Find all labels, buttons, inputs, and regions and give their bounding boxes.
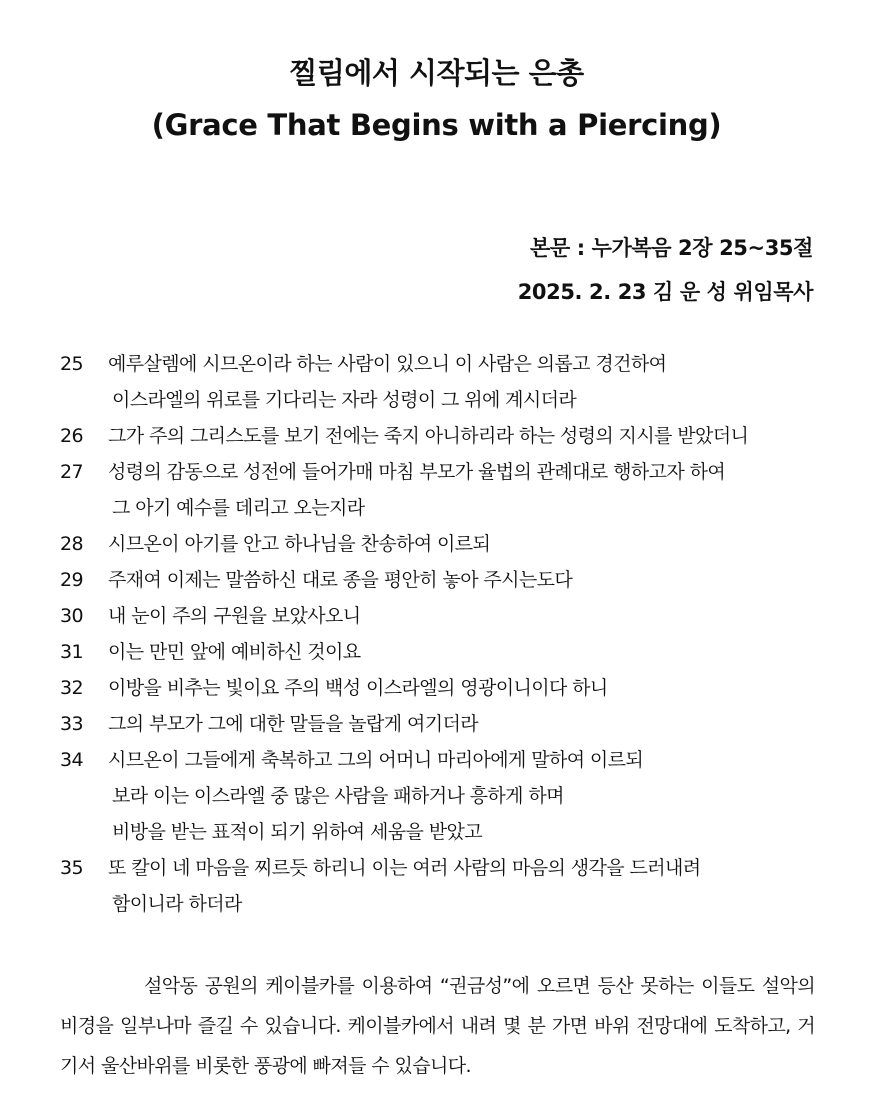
verse-item	[60, 562, 820, 598]
verse-text-line: 이스라엘의 위로를 기다리는 자라 성령이 그 위에 계시더라	[112, 389, 577, 411]
verse-number: 28	[60, 533, 83, 555]
verse-text-line: 성령의 감동으로 성전에 들어가매 마침 부모가 율법의 관례대로 행하고자 하여	[108, 461, 726, 483]
verse-number: 25	[60, 353, 83, 375]
verse-number: 26	[60, 425, 83, 447]
verse-text-line: 그의 부모가 그에 대한 말들을 놀랍게 여기더라	[108, 713, 478, 735]
scripture-passage	[60, 346, 820, 922]
verse-text-line: 비방을 받는 표적이 되기 위하여 세움을 받았고	[112, 821, 482, 843]
verse-number: 35	[60, 857, 83, 879]
verse-text-line: 그가 주의 그리스도를 보기 전에는 죽지 아니하리라 하는 성령의 지시를 받았더니	[108, 425, 749, 447]
title-block	[0, 50, 873, 148]
verse-number: 32	[60, 677, 83, 699]
verse-item	[60, 742, 820, 850]
verse-text-line: 예루살렘에 시므온이라 하는 사람이 있으니 이 사람은 의롭고 경건하여	[108, 353, 667, 375]
verse-text-line: 이는 만민 앞에 예비하신 것이요	[108, 641, 361, 663]
verse-item	[60, 526, 820, 562]
verse-item	[60, 706, 820, 742]
verse-item	[60, 598, 820, 634]
verse-text-line: 또 칼이 네 마음을 찌르듯 하리니 이는 여러 사람의 마음의 생각을 드러내려	[108, 857, 701, 879]
sermon-paragraph: 설악동 공원의 케이블카를 이용하여 “권금성”에 오르면 등산 못하는 이들도 설악의 비경을 일부나마 즐길 수 있습니다. 케이블카에서 내려 몇 분 가면 바위 전망대에 도착하고, 거기서 울산바위를 비롯한 풍광에 빠져들 수 있습니다.	[60, 975, 815, 1077]
verse-number: 33	[60, 713, 83, 735]
verse-number: 27	[60, 461, 83, 483]
verse-text-line: 시므온이 그들에게 축복하고 그의 어머니 마리아에게 말하여 이르되	[108, 749, 644, 771]
verse-text-line: 주재여 이제는 말씀하신 대로 종을 평안히 놓아 주시는도다	[108, 569, 573, 591]
sermon-meta	[518, 226, 813, 314]
verse-number: 30	[60, 605, 83, 627]
verse-text-line: 보라 이는 이스라엘 중 많은 사람을 패하거나 흥하게 하며	[112, 785, 564, 807]
sermon-title-korean: 찔림에서 시작되는 은총	[289, 56, 584, 90]
verse-text-line: 함이니라 하더라	[112, 893, 242, 915]
verse-number: 29	[60, 569, 83, 591]
verse-number: 31	[60, 641, 83, 663]
verse-item	[60, 346, 820, 418]
verse-number: 34	[60, 749, 83, 771]
scripture-reference: 본문 : 누가복음 2장 25~35절	[530, 236, 813, 260]
verse-item	[60, 850, 820, 922]
verse-item	[60, 418, 820, 454]
verse-text-line: 시므온이 아기를 안고 하나님을 찬송하여 이르되	[108, 533, 491, 555]
verse-text-line: 내 눈이 주의 구원을 보았사오니	[108, 605, 361, 627]
date-and-author: 2025. 2. 23 김 운 성 위임목사	[517, 280, 813, 304]
verse-item	[60, 670, 820, 706]
verse-text-line: 이방을 비추는 빛이요 주의 백성 이스라엘의 영광이니이다 하니	[108, 677, 608, 699]
sermon-title-english: (Grace That Begins with a Piercing)	[151, 108, 722, 142]
verse-item	[60, 454, 820, 526]
verse-item	[60, 634, 820, 670]
verse-text-line: 그 아기 예수를 데리고 오는지라	[112, 497, 365, 519]
